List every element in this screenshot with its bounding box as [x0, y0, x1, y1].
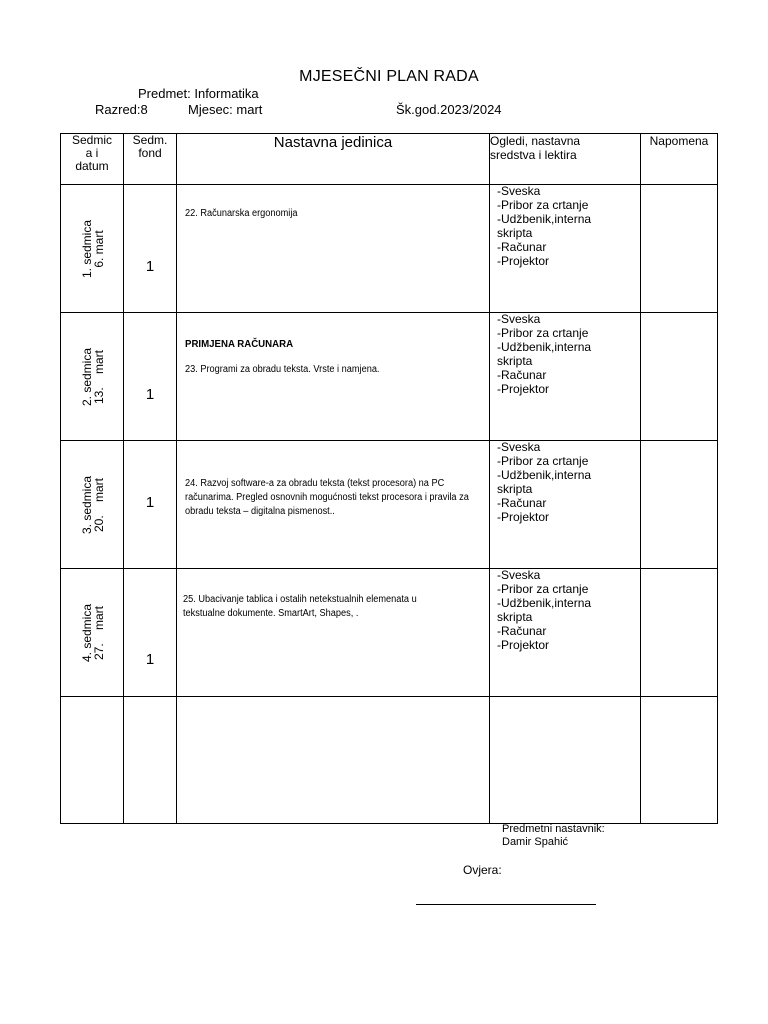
aids-item: -Sveska: [497, 440, 541, 454]
table-row: [61, 313, 718, 441]
note-cell: [641, 313, 718, 441]
aids-cell: [490, 441, 641, 569]
fond-cell: [124, 441, 177, 569]
note-cell: [641, 569, 718, 697]
aids-item: -Pribor za crtanje: [497, 326, 589, 340]
table-row: [61, 441, 718, 569]
header-teaching-unit: Nastavna jedinica: [177, 134, 490, 185]
aids-item: skripta: [497, 482, 533, 496]
fond-cell: [124, 569, 177, 697]
note-cell: [641, 697, 718, 824]
aids-item: -Računar: [497, 624, 547, 638]
aids-item: -Projektor: [497, 510, 550, 524]
month-label: Mjesec: mart: [188, 102, 263, 117]
aids-item: skripta: [497, 610, 533, 624]
week-date-cell: [61, 441, 124, 569]
date-label: 20. mart: [92, 477, 106, 533]
note-cell: [641, 441, 718, 569]
fond-cell: [124, 697, 177, 824]
aids-item: -Projektor: [497, 254, 550, 268]
week-date-cell: [61, 569, 124, 697]
aids-item: skripta: [497, 354, 533, 368]
aids-cell: [490, 697, 641, 824]
header-week-date: Sedmic a i datum: [61, 134, 124, 185]
fond-value: 1: [145, 258, 155, 275]
aids-cell: [490, 185, 641, 313]
aids-item: -Pribor za crtanje: [497, 582, 589, 596]
unit-cell: [177, 569, 490, 697]
week-label: 4. sedmica: [80, 603, 94, 663]
aids-item: -Računar: [497, 240, 547, 254]
header-teaching-aids: Ogledi, nastavna sredstva i lektira: [490, 134, 641, 185]
date-label: 13. mart: [92, 349, 106, 405]
aids-cell: [490, 569, 641, 697]
aids-item: -Računar: [497, 496, 547, 510]
header-note: Napomena: [641, 134, 718, 185]
aids-item: -Udžbenik,interna: [497, 596, 592, 610]
date-label: 6. mart: [92, 230, 106, 268]
unit-cell: [177, 313, 490, 441]
aids-item: -Pribor za crtanje: [497, 198, 589, 212]
week-date-cell: [61, 313, 124, 441]
date-label: 27. mart: [92, 605, 106, 661]
table-row-empty: [61, 697, 718, 824]
aids-item: -Udžbenik,interna: [497, 340, 592, 354]
table-row: [61, 185, 718, 313]
aids-item: -Projektor: [497, 638, 550, 652]
teacher-label: Predmetni nastavnik:: [502, 823, 605, 835]
header-weekly-fond: Sedm. fond: [124, 134, 177, 185]
aids-item: -Pribor za crtanje: [497, 454, 589, 468]
week-label: 1. sedmica: [80, 219, 94, 279]
unit-text: 23. Programi za obradu teksta. Vrste i namjena.: [185, 364, 380, 375]
unit-section-heading: PRIMJENA RAČUNARA: [185, 338, 294, 350]
unit-cell: [177, 441, 490, 569]
document-title: MJESEČNI PLAN RADA: [299, 68, 479, 85]
aids-item: -Sveska: [497, 184, 541, 198]
aids-item: -Udžbenik,interna: [497, 212, 592, 226]
note-cell: [641, 185, 718, 313]
week-label: 3. sedmica: [80, 475, 94, 535]
subject-label: Predmet: Informatika: [138, 86, 259, 101]
teacher-signature-block: [502, 823, 605, 849]
plan-table: [60, 133, 718, 824]
signature-line: [416, 904, 596, 905]
aids-item: -Sveska: [497, 568, 541, 582]
unit-text: 24. Razvoj software-a za obradu teksta (tekst procesora) na PC računarima. Pregled osnovnih mogućnosti tekst procesora i pravila za obradu teksta – digitalna pismenost..: [185, 478, 469, 517]
aids-item: -Projektor: [497, 382, 550, 396]
table-header-row: [61, 134, 718, 185]
week-date-cell: [61, 697, 124, 824]
teacher-name: Damir Spahić: [502, 836, 569, 848]
grade-label: Razred:8: [95, 102, 148, 117]
fond-value: 1: [145, 494, 155, 511]
aids-item: -Udžbenik,interna: [497, 468, 592, 482]
fond-cell: [124, 185, 177, 313]
week-date-cell: [61, 185, 124, 313]
unit-text: 22. Računarska ergonomija: [185, 208, 298, 219]
fond-value: 1: [145, 386, 155, 403]
aids-item: -Računar: [497, 368, 547, 382]
school-year-label: Šk.god.2023/2024: [396, 102, 502, 117]
aids-item: skripta: [497, 226, 533, 240]
verification-label: Ovjera:: [463, 863, 502, 877]
fond-cell: [124, 313, 177, 441]
unit-cell: [177, 697, 490, 824]
unit-cell: [177, 185, 490, 313]
week-label: 2. sedmica: [80, 347, 94, 407]
aids-item: -Sveska: [497, 312, 541, 326]
fond-value: 1: [145, 651, 155, 668]
unit-text: 25. Ubacivanje tablica i ostalih netekstualnih elemenata u tekstualne dokumente. SmartArt, Shapes, .: [183, 594, 417, 619]
aids-cell: [490, 313, 641, 441]
table-row: [61, 569, 718, 697]
